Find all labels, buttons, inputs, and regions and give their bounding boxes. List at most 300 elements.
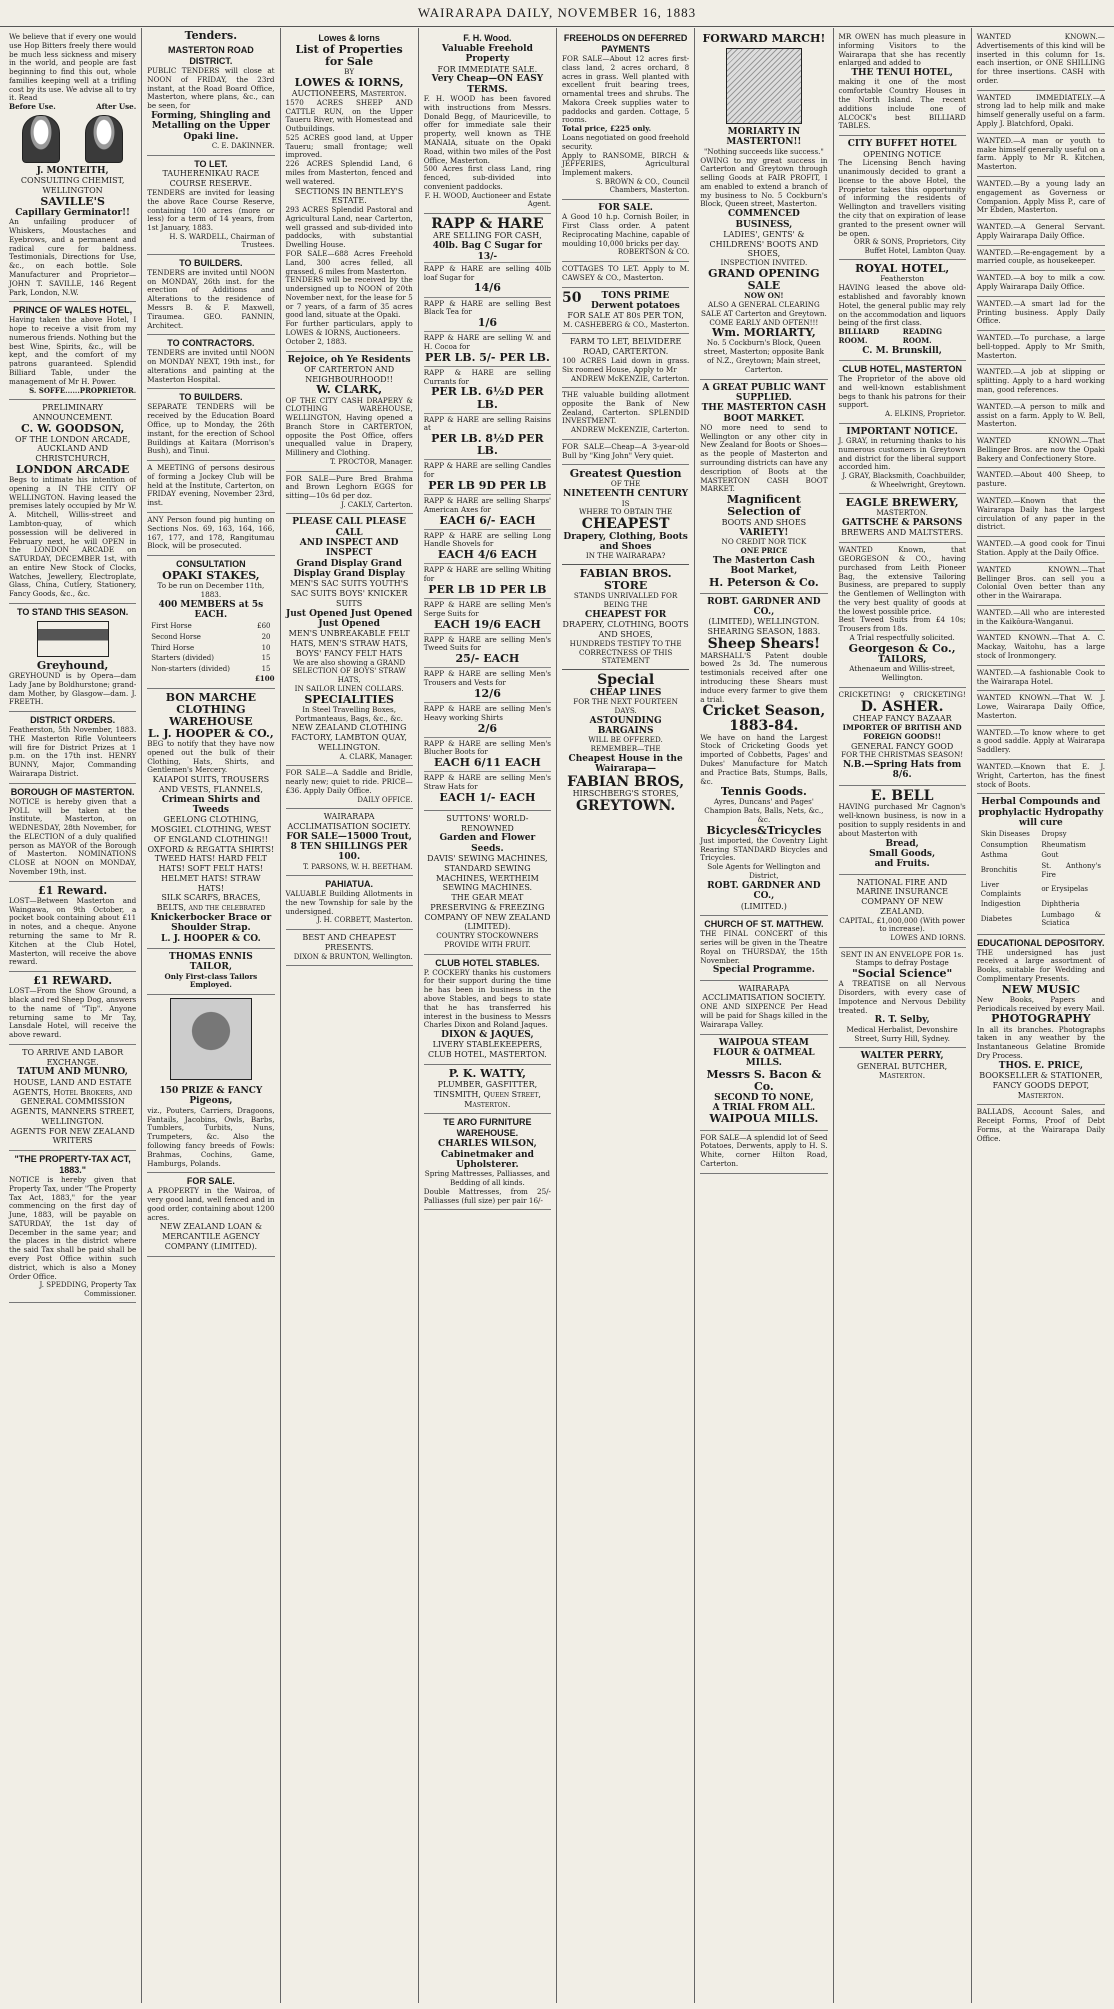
watty-subtitle: PLUMBER, GASFITTER, TINSMITH, Queen Street, Masterton. bbox=[433, 1080, 541, 1109]
tons-row bbox=[562, 291, 689, 312]
clark-body: OF THE CITY CASH DRAPERY & CLOTHING WAREHOUSE, WELLINGTON, Having opened a Branch Store in CARTERTON, opposite the Post Office, offers unequalled value in Drapery, Millinery and Clothing. bbox=[285, 395, 413, 458]
prize-amount: 10 bbox=[261, 643, 271, 652]
wood-ad bbox=[424, 30, 551, 214]
moriarty-motto: "Nothing succeeds like success." bbox=[703, 146, 824, 156]
greyhound-title: Greyhound, bbox=[36, 658, 109, 672]
crimean-line: Crimean Shirts and Tweeds bbox=[161, 794, 261, 815]
livery: LIVERY STABLEKEEPERS, CLUB HOTEL, MASTERTON. bbox=[428, 1040, 547, 1060]
perry-ad bbox=[839, 1048, 966, 1085]
property-tax-ad bbox=[9, 1151, 136, 1303]
by-label: BY bbox=[344, 67, 355, 77]
hop-bitters-intro: We believe that if every one would use Hop Bitters freely there would be much less sickness and misery in the world, and people are fast beginning to find this out, whole families keeping well at a trifling cost by its use. We advise all to try it. Read bbox=[9, 32, 137, 103]
column-5 bbox=[557, 28, 695, 2003]
labor-heading: TO ARRIVE AND LABOR EXCHANGE. bbox=[22, 1047, 124, 1067]
greatest-question: Greatest Question bbox=[569, 467, 682, 481]
hooper-2: L. J. HOOPER & CO. bbox=[161, 933, 261, 944]
saddle-ad bbox=[286, 766, 413, 809]
cheapest-for: CHEAPEST FOR bbox=[585, 609, 667, 620]
ailment-row bbox=[979, 851, 1103, 860]
rapp-item-label: RAPP & HARE are selling Men's Serge Suits for bbox=[423, 599, 551, 618]
club-hotel-body: The Proprietor of the above old and well-known establishment begs to thank his patrons for their support. bbox=[838, 374, 966, 410]
perry-name: WALTER PERRY, bbox=[860, 1051, 944, 1062]
where-to-obtain: WHERE TO OBTAIN THE bbox=[578, 507, 673, 517]
moriarty-addresses: No. 5 Cockburn's Block, Queen street, Masterton; opposite Bank of N.Z., Greytown; Main street, Carterton. bbox=[703, 338, 824, 374]
peterson: H. Peterson & Co. bbox=[709, 575, 819, 589]
wanted-notice: WANTED KNOWN.—That W. J. Lowe, Wairarapa Daily Office, Masterton. bbox=[977, 691, 1105, 725]
ailment-left: Skin Diseases bbox=[980, 830, 1030, 839]
geelong-line: GEELONG CLOTHING, MOSGIEL CLOTHING, WEST OF ENGLAND CLOTHING!! bbox=[150, 815, 271, 844]
new-music: NEW MUSIC bbox=[1001, 982, 1080, 996]
orr-signature: ORR & SONS, Proprietors, City Buffet Hotel, Lambton Quay. bbox=[853, 238, 966, 255]
road-signature: C. E. DAKINNER. bbox=[211, 141, 275, 150]
general-fancy: GENERAL FANCY GOOD bbox=[851, 741, 954, 751]
rapp-item bbox=[424, 262, 551, 297]
gray-body: J. GRAY, in returning thanks to his numerous customers in Greytown and district for the liberal support accorded him. bbox=[838, 436, 966, 472]
to-let-heading: TO LET. bbox=[194, 158, 228, 169]
music-body: New Books, Papers and Periodicals received by every Mail. bbox=[976, 994, 1105, 1013]
columns bbox=[4, 28, 1110, 2003]
rapp-item bbox=[424, 737, 551, 772]
bald-portrait-icon bbox=[22, 115, 60, 163]
insurance-title: NATIONAL FIRE AND MARINE INSURANCE COMPANY OF NEW ZEALAND. bbox=[856, 877, 948, 916]
church-title: CHURCH OF ST. MATTHEW. bbox=[704, 919, 824, 930]
pahiatua-ad bbox=[286, 876, 413, 930]
rapp-item-price: EACH 4/6 EACH bbox=[437, 548, 537, 562]
prize-amount: £60 bbox=[257, 622, 271, 631]
envelope-line: SENT IN AN ENVELOPE FOR 1s. Stamps to defray Postage bbox=[840, 949, 964, 968]
tons-number: 50 bbox=[562, 289, 582, 306]
saddle-body: FOR SALE—A Saddle and Bridle, nearly new; quiet to ride. PRICE—£36. Apply Daily Office. bbox=[285, 768, 413, 795]
spring-hats: N.B.—Spring Hats from 8/6. bbox=[842, 760, 962, 781]
pahiatua-body: VALUABLE Building Allotments in the new Township for sale by the undersigned. bbox=[285, 889, 413, 916]
ailment-row bbox=[979, 830, 1103, 839]
rapp-item-price: 2/6 bbox=[477, 721, 498, 735]
column-2 bbox=[142, 28, 280, 2003]
price-name: THOS. E. PRICE, bbox=[998, 1060, 1083, 1071]
wood-signature: F. H. WOOD, Auctioneer and Estate Agent. bbox=[424, 191, 551, 209]
tenui-ad bbox=[839, 30, 966, 136]
cash-market-2: The Masterton Cash Boot Market, bbox=[712, 555, 815, 577]
boot-body: NO more need to send to Wellington or any other city in New Zealand for Boots or Shoes—as the people of Masterton and surrounding districts can have any description of Boots at the MASTERTON CASH BOOT MARKET. bbox=[700, 422, 828, 494]
freeholds-ad bbox=[562, 30, 689, 200]
fabian-ad bbox=[562, 465, 689, 818]
price-sub: BOOKSELLER & STATIONER, FANCY GOODS DEPOT, Masterton. bbox=[979, 1071, 1103, 1100]
fabian-rule bbox=[562, 564, 689, 565]
property-5: FOR SALE—688 Acres Freehold Land, 300 acres felled, all grassed, 6 miles from Masterton. bbox=[285, 249, 413, 276]
rapp-item-price: 14/6 bbox=[473, 281, 501, 295]
rapp-item-price: EACH 6/- EACH bbox=[439, 513, 536, 527]
wanted-notice: WANTED.—A good cook for Tinui Station. Apply at the Daily Office. bbox=[977, 537, 1105, 563]
ailment-left: Diabetes bbox=[980, 914, 1012, 923]
race-course-signature: H. S. WARDELL, Chairman of Trustees. bbox=[169, 232, 275, 250]
ailment-row bbox=[979, 841, 1103, 850]
rapp-selling: ARE SELLING FOR CASH, bbox=[432, 231, 542, 241]
one-price: ONE PRICE bbox=[740, 546, 788, 556]
tatum-munro-ad bbox=[9, 1045, 136, 1151]
pigeons-title: 150 PRIZE & FANCY Pigeons, bbox=[159, 1086, 263, 1107]
presents-ad bbox=[286, 930, 413, 966]
rapp-item-label: RAPP & HARE are selling Long Handle Shovels for bbox=[423, 530, 551, 549]
wm-moriarty: Wm. MORIARTY, bbox=[712, 326, 816, 340]
members-line: 400 MEMBERS at 5s EACH. bbox=[158, 599, 264, 621]
club-hotel-ad bbox=[839, 361, 966, 424]
property-3: 226 ACRES Splendid Land, 6 miles from Masterton, fenced and well watered. bbox=[285, 159, 413, 186]
social-body: A TREATISE on all Nervous Disorders, with every case of Impotence and Nervous Debility treated. bbox=[838, 979, 966, 1015]
prize-amount: 20 bbox=[261, 633, 271, 641]
boys-hats: We are also showing a GRAND SELECTION OF BOYS' STRAW HATS, bbox=[292, 657, 406, 685]
wanted-notice: WANTED KNOWN.—Advertisements of this kind will be inserted in this column for 1s. each insertion, or ONE SHILLING for three insertions. CASH with order. bbox=[977, 30, 1105, 91]
tons-signature: M. CASHEBERG & CO., Masterton. bbox=[563, 320, 690, 329]
rapp-hare-ad bbox=[424, 214, 551, 811]
buffet-body: The Licensing Bench having unanimously decided to grant a license to the above Hotel, the Proprietor takes this opportunity of informing the residents of Wellington and travellers visiting the city that on expiration of lease granted to the present owner will be open. bbox=[838, 158, 966, 238]
column-4 bbox=[419, 28, 557, 2003]
tenui-body: making it one of the most comfortable Country Houses in the North Island. The recent additions include one of ALCOCK's best BILLIARD TABLES. bbox=[838, 77, 966, 131]
wanted-notice: WANTED KNOWN.—That A. C. Mackay, Waitohu, has a large stock of Ironmongery. bbox=[977, 631, 1105, 665]
billiard-room: BILLIARD ROOM. bbox=[838, 327, 880, 345]
rapp-item-price: 25/- EACH bbox=[455, 652, 520, 666]
wanted-notice: WANTED.—Re-engagement by a married couple, as housekeeper. bbox=[977, 246, 1105, 272]
cricket-body: We have on hand the Largest Stock of Cricketing Goods yet imported of Cobbetts, Pages' and Dukes' Manufacture for Match and Practice Bats, Stumps, Balls, &c. bbox=[700, 732, 828, 786]
pigeons-ad bbox=[147, 1083, 274, 1173]
bacon: Messrs S. Bacon & Co. bbox=[706, 1067, 822, 1093]
just-opened: Just Opened Just Opened Just Opened bbox=[285, 608, 413, 630]
prince-hotel-body: Having taken the above Hotel, I hope to receive a visit from my numerous friends. Nothing but the best Wine, Spirits, &c., will be kept, and the comfort of my patrons guaranteed. Splendid Billiard Table, under the management of Mr H. Power. bbox=[9, 315, 137, 386]
rapp-item-price: PER LB. 6½D PER LB. bbox=[431, 385, 544, 411]
rapp-sugar: 40lb. Bag C Sugar for 13/- bbox=[432, 241, 543, 262]
mckenzie: ANDREW McKENZIE, Carterton. bbox=[570, 374, 690, 383]
rejoice-subtitle: OF CARTERTON AND NEIGHBOURHOOD!! bbox=[304, 364, 395, 384]
tailors-address: Athenaeum and Willis-street, Wellington. bbox=[849, 664, 956, 682]
ballads-body: BALLADS, Account Sales, and Receipt Forms, Proof of Debt Forms, at the Wairarapa Daily Office. bbox=[976, 1107, 1105, 1143]
rapp-hare-title: RAPP & HARE bbox=[431, 215, 544, 232]
perry-sub: GENERAL BUTCHER, Masterton. bbox=[857, 1061, 948, 1081]
public-want: A GREAT PUBLIC WANT SUPPLIED. bbox=[702, 382, 826, 403]
reward-1-title: £1 Reward. bbox=[38, 883, 108, 897]
monteith-subtitle: CONSULTING CHEMIST, WELLINGTON bbox=[20, 176, 125, 196]
gardner-name: ROBT. GARDNER AND CO., bbox=[707, 596, 821, 618]
tatum-title: TATUM AND MUNRO, bbox=[17, 1067, 128, 1078]
immediate-sale: FOR IMMEDIATE SALE. bbox=[437, 64, 538, 74]
bull-ad bbox=[562, 440, 689, 466]
bentley-sections: SECTIONS IN BENTLEY'S ESTATE. bbox=[294, 186, 404, 206]
freeholds-body: FOR SALE—About 12 acres first-class land, 2 acres orchard, 8 acres in grass. Well planted with excellent fruit bearing trees, ornamental trees and shrubs. The Makora Creek supplies water to paddocks and garden. Cottage, 5 rooms. bbox=[562, 53, 690, 125]
gattsche: GATTSCHE & PARSONS bbox=[841, 518, 963, 529]
stockowners: COUNTRY STOCKOWNERS PROVIDE WITH FRUIT. bbox=[436, 931, 539, 949]
selby-sub: Medical Herbalist, Devonshire Street, Surry Hill, Sydney. bbox=[846, 1024, 958, 1043]
mills-title: WAIPOUA STEAM FLOUR & OATMEAL MILLS. bbox=[713, 1037, 815, 1069]
remember: REMEMBER—THE bbox=[590, 744, 661, 754]
contractors-body: TENDERS are invited until NOON on MONDAY NEXT, 19th inst., for alterations and painting at the Masterton Hospital. bbox=[147, 348, 275, 384]
bicycles-body: Just imported, the Coventry Light Rearing STANDARD Bicycles and Tricycles. bbox=[700, 835, 828, 863]
moriarty-ad bbox=[700, 30, 827, 380]
trout-ad bbox=[286, 809, 413, 876]
royal-rooms bbox=[839, 328, 966, 346]
bon-marche-title: BON MARCHE CLOTHING WAREHOUSE bbox=[165, 690, 257, 728]
rapp-item-label: RAPP & HARE are selling Currants for bbox=[423, 367, 551, 386]
buffet-title: CITY BUFFET HOTEL bbox=[847, 139, 957, 150]
kaiapoi-line: KAIAPOI SUITS, TROUSERS AND VESTS, FLANNELS, bbox=[152, 775, 270, 794]
clearing-sale: ALSO A GENERAL CLEARING SALE AT Carterton and Greytown. bbox=[700, 299, 827, 318]
gardner-ad bbox=[700, 594, 827, 917]
xmas-season: FOR THE CHRISTMAS SEASON! bbox=[841, 750, 964, 760]
wanted-notice: WANTED.—A job at slipping or splitting. Apply to a hard working man, good references. bbox=[977, 365, 1105, 399]
astounding: ASTOUNDING BARGAINS bbox=[589, 715, 662, 737]
cash-boot-market: THE MASTERTON CASH BOOT MARKET. bbox=[701, 403, 827, 424]
clark-manager: T. PROCTOR, Manager. bbox=[330, 458, 413, 466]
gray-signature: J. GRAY, Blacksmith, Coachbuilder, & Wheelwright, Greytown. bbox=[842, 472, 966, 489]
rapp-item bbox=[424, 366, 551, 413]
ailment-row bbox=[979, 862, 1103, 879]
shags-body: ONE AND SIXPENCE Per Head will be paid for Shags killed in the Wairarapa Valley. bbox=[700, 1002, 828, 1029]
cottages-body: COTTAGES TO LET. Apply to M. CAWSEY & CO., Masterton. bbox=[562, 263, 690, 282]
daily-office: DAILY OFFICE. bbox=[357, 795, 413, 804]
forward-march: FORWARD MARCH! bbox=[702, 32, 826, 45]
no-credit: NO CREDIT NOR TICK bbox=[721, 537, 807, 547]
consultation-ad bbox=[147, 556, 274, 689]
property-tax-title: "THE PROPERTY-TAX ACT, 1883." bbox=[14, 1154, 131, 1175]
shears-body: MARSHALL'S Patent double bowed 2s 3d. The numerous testimonials received after one introducing these Shears must induce every farmer to give them a trial. bbox=[700, 650, 828, 704]
eagle-town: MASTERTON. bbox=[876, 508, 928, 518]
society-title: WAIRARAPA ACCLIMATISATION SOCIETY. bbox=[702, 983, 826, 1003]
ennis-name: THOMAS ENNIS bbox=[169, 951, 253, 962]
rapp-item-label: RAPP & HARE are selling Best Black Tea for bbox=[423, 298, 551, 317]
monteith-name: J. MONTEITH, bbox=[36, 166, 109, 177]
tailor-title: TAILOR, bbox=[189, 962, 232, 973]
property-4: 293 ACRES Splendid Pastoral and Agricultural Land, near Carterton, well grassed and sub-divided into paddocks, with substantial Dwelling House. bbox=[285, 205, 413, 250]
come-early: COME EARLY AND OFTEN!!! bbox=[709, 317, 819, 327]
boiler-ad bbox=[562, 200, 689, 262]
ailment-row bbox=[979, 911, 1103, 928]
prize-place: Non-starters (divided) bbox=[151, 664, 230, 673]
bread: Bread, bbox=[885, 838, 919, 849]
germinator-body: An unfailing producer of Whiskers, Moustaches and Eyebrows, and a permanent and radical cure for baldness. Testimonials, Directions for Use, &c., on each bottle. Sole Manufacturer and Proprietor— JOHN T. SAVILLE, 146 Regent Park, London, N.W. bbox=[9, 217, 137, 297]
cricketer-icon: ⚲ bbox=[899, 689, 905, 699]
moriarty-body: OWING to my great success in Carterton and Greytown through selling Goods at FAIR PROFIT, I am enabled to extend a branch of my business to No. 5 Cockburn's Block, Queen street, Masterton. bbox=[700, 155, 828, 209]
prize-place: First Horse bbox=[151, 622, 192, 631]
will-be-offered: WILL BE OFFERED. bbox=[588, 735, 663, 745]
rapp-item bbox=[424, 598, 551, 633]
rapp-item-price: PER LB. 5/- PER LB. bbox=[424, 350, 550, 364]
race-course-title: TAUHERENIKAU RACE COURSE RESERVE. bbox=[162, 169, 260, 189]
contractors-title: TO CONTRACTORS. bbox=[167, 338, 255, 349]
eagle-title: EAGLE BREWERY, bbox=[845, 496, 959, 510]
property-2: 525 ACRES good land, at Upper Taueru; small frontage; well improved. bbox=[285, 132, 413, 160]
district-orders-title: DISTRICT ORDERS. bbox=[30, 715, 116, 726]
rapp-item-label: RAPP & HARE are selling Men's Tweed Suits for bbox=[423, 634, 551, 653]
insurance-ad bbox=[839, 875, 966, 948]
saville-title: SAVILLE'S bbox=[40, 194, 105, 208]
ailment-row bbox=[979, 881, 1103, 898]
opaki-stakes-title: OPAKI STAKES, bbox=[162, 569, 260, 583]
trial-from-all: A TRIAL FROM ALL. bbox=[712, 1103, 816, 1114]
furniture-title: TE ARO FURNITURE WAREHOUSE. bbox=[443, 1117, 532, 1139]
nz-writers: AGENTS FOR NEW ZEALAND WRITERS bbox=[10, 1126, 135, 1146]
royal-ad bbox=[839, 260, 966, 361]
ailments-table bbox=[977, 828, 1105, 929]
ailment-right: or Erysipelas bbox=[1041, 885, 1088, 894]
drapery-line: Drapery, Clothing, Boots and Shoes bbox=[563, 531, 688, 553]
watty-name: P. K. WATTY, bbox=[448, 1066, 526, 1080]
ailment-left: Bronchitis bbox=[980, 866, 1018, 875]
hirschberg: HIRSCHBERG'S STORES, bbox=[572, 789, 679, 799]
depository-ad bbox=[977, 935, 1105, 1106]
herbal-title: Herbal Compounds and prophylactic Hydropathy will cure bbox=[978, 797, 1104, 829]
wilson: CHARLES WILSON, Cabinetmaker and Upholsterer. bbox=[438, 1139, 537, 1170]
wanted-notice: WANTED.—By a young lady an engagement as Governess or Companion. Apply Miss P., care of Mr Ebden, Masterton. bbox=[977, 177, 1105, 220]
acclimatisation-title: WAIRARAPA ACCLIMATISATION SOCIETY. bbox=[287, 812, 411, 831]
eggs-signature: J. CAKLY, Carterton. bbox=[341, 500, 413, 509]
tenui-title: THE TENUI HOTEL, bbox=[851, 68, 953, 79]
race-course-ad bbox=[147, 156, 274, 255]
race-course-body: TENDERS are invited for leasing the above Race Course Reserve, containing 100 acres (more or less) for a term of 14 years, from 1st January, 1883. bbox=[147, 187, 275, 233]
georgeson-name: Georgeson & Co., bbox=[848, 641, 956, 655]
bedsteads: Double Mattresses, from 25/- Palliasses (full size) per pair 16/- bbox=[423, 1186, 551, 1205]
wairoa-sale-ad bbox=[147, 1173, 274, 1256]
cheapest-word: CHEAPEST bbox=[581, 516, 670, 533]
cheapest-house: Cheapest House in the Wairarapa— bbox=[568, 754, 683, 775]
silk-line: SILK SCARFS, BRACES, BELTS, and the celebrated bbox=[156, 893, 266, 913]
shags-ad bbox=[700, 981, 827, 1035]
wanted-notice: WANTED.—A person to milk and assist on a farm. Apply to W. Bell, Masterton. bbox=[977, 400, 1105, 434]
borough-title: BOROUGH OF MASTERTON. bbox=[10, 786, 135, 797]
ailment-right: St. Anthony's Fire bbox=[1041, 861, 1101, 879]
display-ad bbox=[286, 514, 413, 766]
asher-name: D. ASHER. bbox=[860, 698, 944, 715]
rejoice-title: Rejoice, oh Ye Residents bbox=[287, 354, 411, 365]
wanted-notice: WANTED KNOWN.—That Bellinger Bros. can sell you a Colonial Oven better than any other in the Wairarapa. bbox=[977, 563, 1105, 606]
loans: Loans negotiated on good freehold security. bbox=[562, 132, 690, 151]
cricketing-label-2: CRICKETING! bbox=[913, 689, 966, 699]
allotment-body: THE valuable building allotment opposite the Bank of New Zealand, Carterton. SPLENDID INVESTMENT. bbox=[562, 390, 690, 426]
oxford-line: OXFORD & REGATTA SHIRTS! bbox=[147, 844, 275, 854]
very-cheap: Very Cheap—ON EASY TERMS. bbox=[431, 74, 544, 95]
brown-signature: S. BROWN & CO., Council Chambers, Masterton. bbox=[595, 177, 690, 195]
stands-unrivalled: STANDS UNRIVALLED FOR BEING THE bbox=[573, 591, 678, 610]
ailment-right: Lumbago & Sciatica bbox=[1041, 910, 1101, 928]
tennis-goods: Tennis Goods. bbox=[720, 785, 807, 799]
moriarty-illustration-icon bbox=[726, 48, 802, 124]
wairoa-sale-title: FOR SALE. bbox=[186, 1176, 235, 1187]
wanted-notice: WANTED.—Known that E. J. Wright, Carterton, has the finest stock of Boots. bbox=[977, 760, 1105, 794]
ailment-right: Gout bbox=[1041, 851, 1059, 860]
social-science: "Social Science" bbox=[851, 967, 953, 981]
herbal-ad bbox=[977, 794, 1105, 934]
tatum-subtitle: HOUSE, LAND AND ESTATE AGENTS, Hotel Brokers, and GENERAL COMMISSION AGENTS, MANNERS STREET, WELLINGTON. bbox=[10, 1077, 135, 1126]
eggs-body: FOR SALE—Pure Bred Brahma and Brown Leghorn EGGS for sitting—10s 6d per doz. bbox=[285, 473, 413, 501]
moriarty-caption: MORIARTY IN MASTERTON!! bbox=[726, 127, 802, 148]
rapp-item bbox=[424, 702, 551, 737]
prize-place: Starters (divided) bbox=[151, 654, 214, 663]
georgeson-ad bbox=[839, 543, 966, 688]
ladies-boots: LADIES', GENTS' & CHILDRENS' BOOTS AND SHOES, bbox=[709, 229, 819, 259]
club-hotel-title: CLUB HOTEL, MASTERTON bbox=[842, 364, 963, 375]
bicycles: Bicycles&Tricycles bbox=[706, 823, 822, 837]
prize-place: Third Horse bbox=[151, 643, 195, 652]
before-after-labels bbox=[9, 103, 136, 112]
photo-body: In all its branches. Photographs taken in any weather by the Instantaneous Gelatine Bromide Dry Process. bbox=[976, 1024, 1105, 1060]
insurance-agents: LOWES AND IORNS. bbox=[890, 934, 966, 943]
pigeons-body: viz., Pouters, Carriers, Dragoons, Fantails, Jacobins, Owls, Barbs, Tumblers, Turbits, Nuns, Trumpeters, &c. Also the following fancy breeds of Fowls: Brahmas, Cochins, Game, Hamburgs, Polands. bbox=[147, 1105, 275, 1168]
column-3 bbox=[281, 28, 419, 2003]
club-stables-title: CLUB HOTEL STABLES. bbox=[435, 957, 540, 968]
bell-body: HAVING purchased Mr Cagnon's well-known business, is now in a position to supply residents in and about Masterton with bbox=[838, 802, 966, 838]
bell-ad bbox=[839, 786, 966, 875]
educational-title: EDUCATIONAL DEPOSITORY. bbox=[977, 937, 1105, 948]
and-fruits: and Fruits. bbox=[874, 859, 930, 870]
clark-ad bbox=[286, 352, 413, 472]
consultation-title: CONSULTATION bbox=[176, 559, 246, 570]
second-to-none: SECOND TO NONE, bbox=[714, 1092, 814, 1103]
sheep-shears: Sheep Shears! bbox=[707, 635, 821, 652]
elkins: A. ELKINS, Proprietor. bbox=[885, 410, 966, 419]
gardner-name-2: ROBT. GARDNER AND CO., bbox=[707, 880, 821, 902]
builders-ad bbox=[147, 255, 274, 335]
ailment-left: Consumption bbox=[980, 840, 1028, 849]
wanted-notice: WANTED.—To purchase, a large bell-topped. Apply to Mr Smith, Masterton. bbox=[977, 331, 1105, 365]
rapp-item bbox=[424, 633, 551, 668]
property-list-title: List of Properties for Sale bbox=[295, 42, 403, 69]
prize-rows bbox=[149, 622, 272, 673]
asher-bazaar: CHEAP FANCY BAZAAR bbox=[852, 714, 952, 724]
wairoa-sale-body: A PROPERTY in the Wairoa, of very good land, well fenced and in good order, containing about 1200 acres. bbox=[147, 1186, 275, 1222]
shearing-season: SHEARING SEASON, 1883. bbox=[707, 627, 821, 637]
sac-suits: MEN'S SAC SUITS YOUTH'S SAC SUITS BOYS' KNICKER SUITS bbox=[289, 579, 409, 608]
ailment-row bbox=[979, 900, 1103, 909]
cheap-lines: CHEAP LINES bbox=[589, 687, 662, 698]
commenced-business: COMMENCED BUSINESS, bbox=[727, 209, 800, 230]
selby-name: R. T. Selby, bbox=[874, 1015, 930, 1026]
asher-ad bbox=[839, 688, 966, 786]
spedding-signature: J. SPEDDING, Property Tax Commissioner. bbox=[39, 1281, 137, 1298]
reward-1-body: LOST—Between Masterton and Waingawa, on 9th October, a pocket book containing about £11 in notes, and a cheque. Anyone returning the same to Mr R. Kitchen at the Club Hotel, Masterton, will receive the above reward. bbox=[9, 895, 137, 967]
wanted-notice: WANTED KNOWN.—That Bellinger Bros. are now the Opaki Bakery and Confectionery Store. bbox=[977, 434, 1105, 468]
column-1 bbox=[4, 28, 142, 2003]
rapp-item bbox=[424, 529, 551, 564]
ailment-right: Dropsy bbox=[1041, 830, 1067, 839]
column-6 bbox=[695, 28, 833, 2003]
clark-manager-2: A. CLARK, Manager. bbox=[339, 752, 413, 761]
preliminary-heading: PRELIMINARY ANNOUNCEMENT. bbox=[32, 403, 113, 422]
hundreds-testify: HUNDREDS TESTIFY TO THE CORRECTNESS OF THIS STATEMENT bbox=[569, 638, 682, 666]
rapp-item-price: PER LB 9D PER LB bbox=[428, 478, 547, 492]
builders-2-title: TO BUILDERS. bbox=[179, 392, 243, 403]
property-tax-body: NOTICE is hereby given that Property Tax, under "The Property Tax Act, 1883," for the year commencing on the first day of June, 1883, will be payable on SATURDAY, the 1st day of December in the same year; and the places in the district where the said Tax shall be paid shall be every Post Office within such district, which is also a Money Order Office. bbox=[9, 1174, 137, 1281]
insurance-capital: CAPITAL, £1,000,000 (With power to increase). bbox=[839, 915, 965, 934]
farm-title: FARM TO LET, BELVIDERE ROAD, CARTERTON. bbox=[569, 337, 682, 357]
ailment-left: Liver Complaints bbox=[980, 881, 1022, 898]
rapp-item bbox=[424, 459, 551, 494]
suttons: SUTTONS' WORLD-RENOWNED bbox=[446, 813, 529, 833]
lowes-iorns-header: Lowes & Iorns bbox=[318, 33, 380, 43]
georgeson-body: WANTED Known, that GEORGESON & CO., having purchased from Leith Pioneer Bag, the extensive Tailoring Business, are prepared to supply the Gentlemen of Wellington with the very best quality of goods at the lowest possible price. bbox=[838, 545, 966, 616]
fabian-rule-2 bbox=[562, 669, 689, 670]
and-inspect: AND INSPECT AND INSPECT bbox=[299, 538, 399, 559]
prince-of-wales-ad bbox=[9, 302, 136, 400]
knickerbocker-line: Knickerbocker Brace or Shoulder Strap. bbox=[150, 912, 272, 934]
royal-location: Featherston bbox=[880, 274, 925, 284]
clothing-factory: NEW ZEALAND CLOTHING FACTORY, LAMBTON QUAY, WELLINGTON. bbox=[291, 723, 407, 752]
specialities-body: In Steel Travelling Boxes, Portmanteaus, Bags, &c., &c. bbox=[295, 704, 403, 723]
rapp-item-label: RAPP & HARE are selling 40lb loaf Sugar for bbox=[423, 263, 551, 282]
rapp-item-label: RAPP & HARE are selling Whiting for bbox=[423, 565, 551, 584]
rapp-item-label: RAPP & HARE are selling Men's Straw Hats for bbox=[423, 773, 551, 792]
felt-hats: MEN'S UNBREAKABLE FELT HATS, MEN'S STRAW HATS, BOYS' FANCY FELT HATS bbox=[288, 629, 410, 658]
magnificent: Magnificent Selection of bbox=[726, 493, 801, 519]
freeholds-price: Total price, £225 only. bbox=[562, 124, 652, 134]
robertson: ROBERTSON & CO. bbox=[617, 248, 690, 257]
builders-title: TO BUILDERS. bbox=[179, 257, 243, 268]
school-body: SEPARATE TENDERS will be received by the Education Board Office, up to Monday, the 26th instant, for the erection of School Buildings at Kaitara (Morrison's Bush), and Tinui. bbox=[147, 402, 275, 456]
